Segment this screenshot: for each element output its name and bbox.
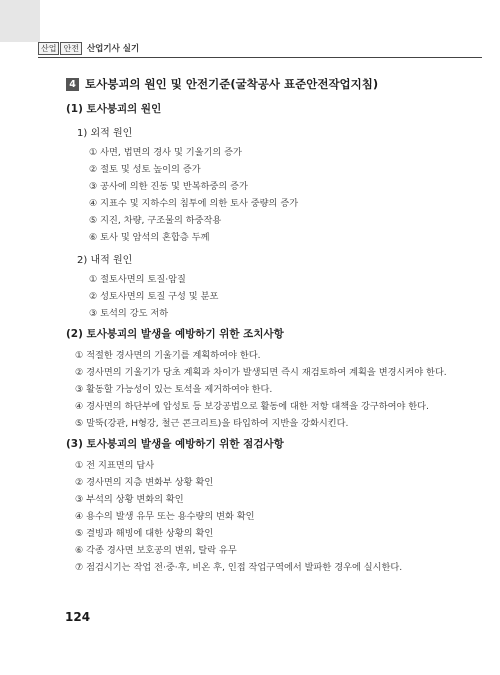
- list-item: ① 절토사면의 토질·암질: [89, 274, 186, 285]
- part3-title: (3) 토사붕괴의 발생을 예방하기 위한 점검사항: [66, 438, 284, 450]
- part1-internal-title: 2) 내적 원인: [77, 255, 133, 266]
- section-title-text: 토사붕괴의 원인 및 안전기준(굴착공사 표준안전작업지침): [85, 77, 379, 91]
- header-divider: [38, 57, 482, 58]
- list-item: ② 절토 및 성토 높이의 증가: [89, 164, 201, 175]
- list-item: ④ 용수의 발생 유무 또는 용수량의 변화 확인: [75, 511, 255, 522]
- header-title: 산업기사 실기: [86, 44, 140, 54]
- page-number: 124: [65, 610, 91, 624]
- list-item: ⑦ 점검시기는 작업 전·중·후, 비온 후, 인접 작업구역에서 발파한 경우에 실시한다.: [75, 562, 403, 573]
- list-item: ④ 지표수 및 지하수의 침투에 의한 토사 중량의 증가: [89, 198, 299, 209]
- section-number: 4: [66, 78, 79, 91]
- running-header: [38, 40, 139, 56]
- list-item: ① 전 지표면의 답사: [75, 460, 155, 471]
- part1-external-title: 1) 외적 원인: [77, 128, 133, 139]
- list-item: ⑤ 결빙과 해빙에 대한 상황의 확인: [75, 528, 214, 539]
- part1-title: (1) 토사붕괴의 원인: [66, 103, 162, 115]
- list-item: ② 경사면의 지층 변화부 상황 확인: [75, 477, 214, 488]
- header-badge-industry: 산업: [38, 42, 59, 55]
- part2-title: (2) 토사붕괴의 발생을 예방하기 위한 조치사항: [66, 328, 284, 340]
- list-item: ③ 부석의 상황 변화의 확인: [75, 494, 184, 505]
- list-item: ⑤ 지진, 차량, 구조물의 하중작용: [89, 215, 222, 226]
- corner-tab: [0, 0, 40, 42]
- list-item: ⑥ 각종 경사면 보호공의 변위, 탈락 유무: [75, 545, 237, 556]
- list-item: ③ 토석의 강도 저하: [89, 308, 169, 319]
- list-item: ⑥ 토사 및 암석의 혼합층 두께: [89, 232, 210, 243]
- list-item: ④ 경사면의 하단부에 압성토 등 보강공법으로 활동에 대한 저항 대책을 강구하여야 한다.: [75, 401, 429, 412]
- list-item: ② 경사면의 기울기가 당초 계획과 차이가 발생되면 즉시 재검토하여 계획을 변경시켜야 한다.: [75, 367, 447, 378]
- list-item: ① 사면, 법면의 경사 및 기울기의 증가: [89, 147, 242, 158]
- section-title: [66, 76, 378, 92]
- header-badge-safety: 안전: [60, 42, 81, 55]
- list-item: ③ 공사에 의한 진동 및 반복하중의 증가: [89, 181, 248, 192]
- list-item: ① 적절한 경사면의 기울기를 계획하여야 한다.: [75, 350, 261, 361]
- list-item: ⑤ 말뚝(강관, H형강, 철근 콘크리트)을 타입하여 지반을 강화시킨다.: [75, 418, 349, 429]
- list-item: ③ 활동할 가능성이 있는 토석을 제거하여야 한다.: [75, 384, 273, 395]
- list-item: ② 성토사면의 토질 구성 및 분포: [89, 291, 219, 302]
